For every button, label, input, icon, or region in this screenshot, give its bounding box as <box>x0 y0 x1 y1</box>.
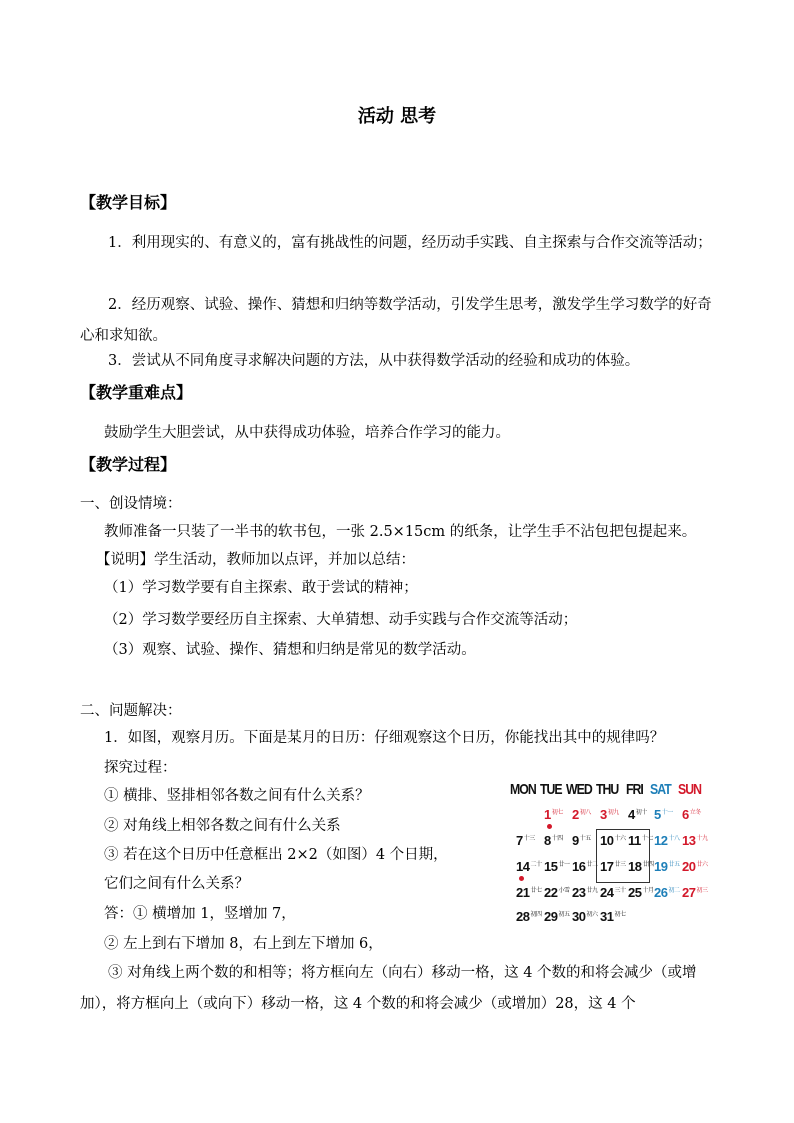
answer-3: ③ 对角线上两个数的和相等；将方框向左（向右）移动一格，这 4 个数的和将会减少（或增加），将方框向上（或向下）移动一格，这 4 个数的和将会减少（或增加）28，这 4 个 <box>80 965 697 1012</box>
goals-heading: 【教学目标】 <box>80 193 177 212</box>
goal-item-3: 3．尝试从不同角度寻求解决问题的方法，从中获得数学活动的经验和成功的体验。 <box>108 353 640 369</box>
goal-item-1: 1．利用现实的、有意义的，富有挑战性的问题，经历动手实践、自主探索与合作交流等活动； <box>108 235 712 251</box>
calendar-day-27: $27^{初三}$ <box>682 885 708 900</box>
calendar-day-24: $24^{三十}$ <box>600 885 626 900</box>
calendar-day-22: $22^{小雪}$ <box>544 885 570 900</box>
answer-2: ② 左上到右下增加 8，右上到左下增加 6， <box>104 936 383 952</box>
calendar-day-14: $14^{二十}$ <box>516 859 542 874</box>
explore-question-3-cont: 它们之间有什么关系？ <box>104 876 249 892</box>
calendar-header-mon: MON <box>510 781 536 798</box>
page-title: 活动 思考 <box>357 106 437 127</box>
answer-1: 答：① 横增加 1，竖增加 7， <box>104 906 296 922</box>
calendar-header-sun: SUN <box>678 781 702 798</box>
calendar-day-18: $18^{廿四}$ <box>628 859 654 874</box>
calendar-marker-dot <box>519 876 524 881</box>
calendar-day-5: $5^{十一}$ <box>654 807 673 822</box>
keypoints-heading: 【教学重难点】 <box>80 383 193 402</box>
calendar-day-28: $28^{初四}$ <box>516 909 542 924</box>
section1-note: 【说明】学生活动，教师加以点评，并加以总结： <box>96 552 415 568</box>
calendar-day-30: $30^{初六}$ <box>572 909 598 924</box>
explore-question-1: ① 横排、竖排相邻各数之间有什么关系？ <box>104 788 370 804</box>
section1-point-1: （1）学习数学要有自主探索、敢于尝试的精神； <box>104 580 418 596</box>
calendar-day-12: $12^{十八}$ <box>654 833 680 848</box>
calendar-day-19: $19^{廿五}$ <box>654 859 680 874</box>
calendar-day-17: $17^{廿三}$ <box>600 859 626 874</box>
section2-title: 二、问题解决： <box>80 703 182 719</box>
goal-item-2: 2．经历观察、试验、操作、猜想和归纳等数学活动，引发学生思考，激发学生学习数学的好奇心和求知欲。 <box>80 297 712 344</box>
calendar-day-8: $8^{十四}$ <box>544 833 563 848</box>
process-heading: 【教学过程】 <box>80 455 177 474</box>
calendar-header-sat: SAT <box>650 781 671 798</box>
section1-point-3: （3）观察、试验、操作、猜想和归纳是常见的数学活动。 <box>104 642 476 658</box>
calendar-day-26: $26^{初二}$ <box>654 885 680 900</box>
calendar-day-15: $15^{廿一}$ <box>544 859 570 874</box>
calendar-day-31: $31^{初七}$ <box>600 909 626 924</box>
calendar-day-9: $9^{十五}$ <box>572 833 591 848</box>
explore-question-2: ② 对角线上相邻各数之间有什么关系 <box>104 818 341 834</box>
calendar-figure <box>510 781 710 933</box>
calendar-day-3: $3^{初九}$ <box>600 807 619 822</box>
calendar-day-29: $29^{初五}$ <box>544 909 570 924</box>
calendar-day-7: $7^{十三}$ <box>516 833 535 848</box>
section1-intro: 教师准备一只装了一半书的软书包，一张 2.5×15cm 的纸条，让学生手不沾包把包提起来。 <box>104 524 697 540</box>
calendar-day-21: $21^{廿七}$ <box>516 885 542 900</box>
calendar-day-25: $25^{十月}$ <box>628 885 654 900</box>
keypoints-text: 鼓励学生大胆尝试，从中获得成功体验，培养合作学习的能力。 <box>104 425 510 441</box>
calendar-day-6: $6^{立冬}$ <box>682 807 701 822</box>
calendar-marker-dot <box>547 824 552 829</box>
section2-question-1: 1．如图，观察月历。下面是某月的日历：仔细观察这个日历，你能找出其中的规律吗？ <box>104 730 665 746</box>
calendar-header-fri: FRI <box>626 781 643 798</box>
section2-explore-label: 探究过程： <box>104 760 177 776</box>
calendar-day-16: $16^{廿二}$ <box>572 859 598 874</box>
explore-question-3: ③ 若在这个日历中任意框出 2×2（如图）4 个日期， <box>104 847 448 863</box>
calendar-day-10: $10^{十六}$ <box>600 833 626 848</box>
calendar-header-thu: THU <box>596 781 619 798</box>
selection-box-2x2 <box>596 829 650 883</box>
calendar-day-11: $11^{十七}$ <box>628 833 653 848</box>
calendar-day-4: $4^{初十}$ <box>628 807 647 822</box>
calendar-header-wed: WED <box>566 781 592 798</box>
calendar-day-1: $1^{初七}$ <box>544 807 563 822</box>
calendar-header-tue: TUE <box>540 781 562 798</box>
section1-title: 一、创设情境： <box>80 496 182 512</box>
calendar-day-20: $20^{廿六}$ <box>682 859 708 874</box>
calendar-day-23: $23^{廿九}$ <box>572 885 598 900</box>
calendar-day-13: $13^{十九}$ <box>682 833 708 848</box>
calendar-day-2: $2^{初八}$ <box>572 807 591 822</box>
section1-point-2: （2）学习数学要经历自主探索、大单猜想、动手实践与合作交流等活动； <box>104 612 578 628</box>
